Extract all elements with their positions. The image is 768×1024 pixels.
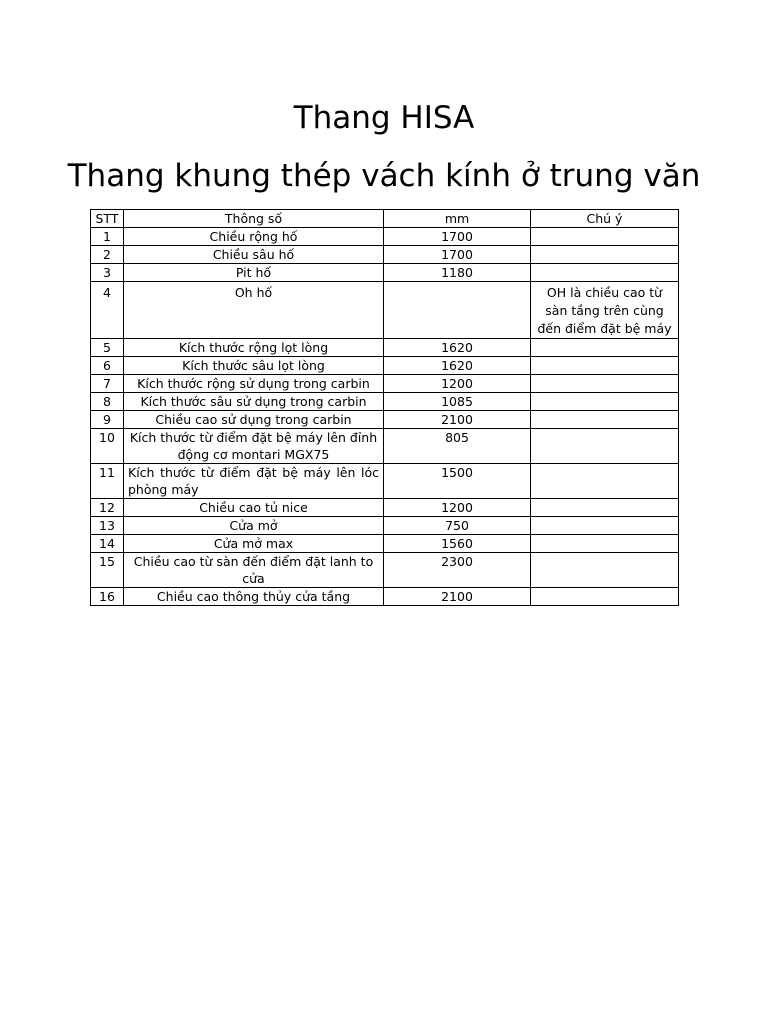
cell-param: Kích thước rộng lọt lòng — [124, 339, 384, 357]
cell-note — [531, 464, 679, 499]
cell-param: Kích thước sâu sử dụng trong carbin — [124, 393, 384, 411]
cell-stt: 8 — [91, 393, 124, 411]
cell-param: Chiều cao thông thủy cửa tầng — [124, 588, 384, 606]
cell-mm — [384, 282, 531, 339]
cell-note — [531, 357, 679, 375]
cell-stt: 5 — [91, 339, 124, 357]
cell-param: Chiều cao tủ nice — [124, 499, 384, 517]
cell-param: Cửa mở max — [124, 535, 384, 553]
cell-param: Kích thước từ điểm đặt bệ máy lên đỉnh động cơ montari MGX75 — [124, 429, 384, 464]
cell-param: Chiều sâu hố — [124, 246, 384, 264]
table-row — [91, 535, 679, 553]
cell-stt: 2 — [91, 246, 124, 264]
cell-mm: 1085 — [384, 393, 531, 411]
cell-stt: 3 — [91, 264, 124, 282]
cell-note — [531, 535, 679, 553]
table-row — [91, 464, 679, 499]
table-row — [91, 499, 679, 517]
table-row — [91, 228, 679, 246]
table-row — [91, 429, 679, 464]
cell-param: Chiều cao sử dụng trong carbin — [124, 411, 384, 429]
cell-stt: 13 — [91, 517, 124, 535]
cell-stt: 16 — [91, 588, 124, 606]
cell-mm: 1620 — [384, 339, 531, 357]
cell-mm: 2100 — [384, 411, 531, 429]
table-header-row — [91, 210, 679, 228]
table-row — [91, 517, 679, 535]
cell-mm: 1700 — [384, 228, 531, 246]
cell-stt: 15 — [91, 553, 124, 588]
cell-stt: 6 — [91, 357, 124, 375]
cell-mm: 1620 — [384, 357, 531, 375]
cell-note — [531, 375, 679, 393]
cell-stt: 9 — [91, 411, 124, 429]
cell-note: OH là chiều cao từ sàn tầng trên cùng đến điểm đặt bệ máy — [531, 282, 679, 339]
cell-mm: 1700 — [384, 246, 531, 264]
header-stt: STT — [91, 210, 124, 228]
cell-mm: 1560 — [384, 535, 531, 553]
cell-mm: 1180 — [384, 264, 531, 282]
cell-param: Kích thước từ điểm đặt bệ máy lên lóc phòng máy — [124, 464, 384, 499]
cell-note — [531, 499, 679, 517]
cell-mm: 2300 — [384, 553, 531, 588]
table-row — [91, 393, 679, 411]
cell-note — [531, 588, 679, 606]
cell-note — [531, 411, 679, 429]
cell-stt: 4 — [91, 282, 124, 339]
header-param: Thông số — [124, 210, 384, 228]
table-row — [91, 357, 679, 375]
table-row — [91, 339, 679, 357]
header-note: Chú ý — [531, 210, 679, 228]
table-row — [91, 553, 679, 588]
cell-param: Chiều rộng hố — [124, 228, 384, 246]
cell-note — [531, 339, 679, 357]
cell-param: Pit hố — [124, 264, 384, 282]
cell-mm: 2100 — [384, 588, 531, 606]
cell-param: Kích thước rộng sử dụng trong carbin — [124, 375, 384, 393]
cell-mm: 1200 — [384, 499, 531, 517]
cell-note — [531, 393, 679, 411]
table-row — [91, 411, 679, 429]
cell-note — [531, 429, 679, 464]
cell-mm: 1500 — [384, 464, 531, 499]
table-row — [91, 282, 679, 339]
cell-param: Chiều cao từ sàn đến điểm đặt lanh to cửa — [124, 553, 384, 588]
table-row — [91, 246, 679, 264]
header-mm: mm — [384, 210, 531, 228]
cell-param: Kích thước sâu lọt lòng — [124, 357, 384, 375]
cell-param: Oh hố — [124, 282, 384, 339]
cell-stt: 1 — [91, 228, 124, 246]
spec-table — [90, 209, 679, 606]
cell-note — [531, 246, 679, 264]
cell-stt: 12 — [91, 499, 124, 517]
cell-stt: 11 — [91, 464, 124, 499]
cell-note — [531, 264, 679, 282]
cell-stt: 14 — [91, 535, 124, 553]
cell-note — [531, 553, 679, 588]
cell-stt: 10 — [91, 429, 124, 464]
document-title: Thang HISA — [293, 100, 475, 136]
table-row — [91, 375, 679, 393]
cell-note — [531, 228, 679, 246]
cell-note — [531, 517, 679, 535]
cell-mm: 805 — [384, 429, 531, 464]
cell-mm: 750 — [384, 517, 531, 535]
cell-stt: 7 — [91, 375, 124, 393]
table-row — [91, 264, 679, 282]
table-row — [91, 588, 679, 606]
cell-mm: 1200 — [384, 375, 531, 393]
document-subtitle: Thang khung thép vách kính ở trung văn — [67, 158, 701, 194]
cell-param: Cửa mở — [124, 517, 384, 535]
